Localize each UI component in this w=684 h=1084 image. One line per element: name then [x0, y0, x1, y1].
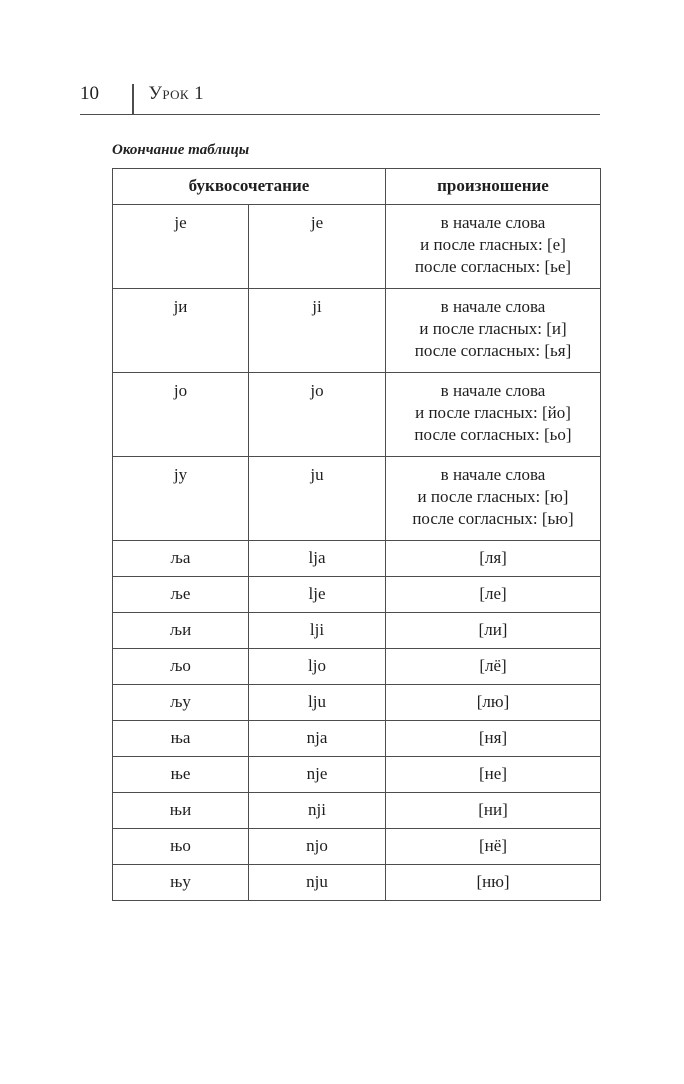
latin-combination-cell	[249, 792, 386, 828]
pronunciation-cell-line: [лё]	[479, 656, 507, 676]
column-header-letter-combination: буквосочетание	[113, 168, 386, 204]
cyrillic-combination-cell	[113, 720, 249, 756]
pronunciation-cell-line: после согласных: [ью]	[412, 509, 574, 529]
latin-combination-cell	[249, 288, 386, 372]
pronunciation-cell-line: и после гласных: [и]	[419, 318, 567, 338]
latin-combination-cell	[249, 540, 386, 576]
pronunciation-cell	[386, 648, 601, 684]
latin-combination-cell	[249, 576, 386, 612]
pronunciation-cell-line: [не]	[479, 764, 507, 784]
table-row	[113, 456, 601, 540]
latin-combination-cell-line: nji	[308, 800, 326, 820]
table-row	[113, 864, 601, 900]
pronunciation-cell	[386, 756, 601, 792]
latin-combination-cell-line: nju	[306, 872, 328, 892]
pronunciation-cell-line: [ни]	[478, 800, 508, 820]
pronunciation-cell	[386, 576, 601, 612]
cyrillic-combination-cell-line: ју	[173, 464, 188, 484]
pronunciation-cell	[386, 372, 601, 456]
pronunciation-cell-line: в начале слова	[440, 380, 546, 400]
cyrillic-combination-cell	[113, 372, 249, 456]
table-row	[113, 576, 601, 612]
table-row	[113, 756, 601, 792]
latin-combination-cell	[249, 864, 386, 900]
latin-combination-cell	[249, 720, 386, 756]
cyrillic-combination-cell	[113, 456, 249, 540]
cyrillic-combination-cell-line: љу	[170, 692, 191, 712]
cyrillic-combination-cell	[113, 756, 249, 792]
table-row	[113, 612, 601, 648]
table-row	[113, 648, 601, 684]
latin-combination-cell-line: lju	[308, 692, 326, 712]
cyrillic-combination-cell-line: јо	[173, 380, 188, 400]
pronunciation-cell	[386, 684, 601, 720]
cyrillic-combination-cell	[113, 828, 249, 864]
latin-combination-cell	[249, 204, 386, 288]
latin-combination-cell-line: ljo	[308, 656, 326, 676]
cyrillic-combination-cell	[113, 288, 249, 372]
table-row	[113, 288, 601, 372]
pronunciation-cell-line: [ля]	[479, 548, 507, 568]
cyrillic-combination-cell	[113, 612, 249, 648]
pronunciation-cell-line: в начале слова	[440, 464, 546, 484]
cyrillic-combination-cell	[113, 684, 249, 720]
pronunciation-cell-line: и после гласных: [ю]	[417, 486, 569, 506]
pronunciation-cell-line: в начале слова	[440, 296, 546, 316]
latin-combination-cell	[249, 456, 386, 540]
latin-combination-cell-line: je	[310, 212, 324, 232]
pronunciation-cell-line: в начале слова	[440, 212, 546, 232]
table-row	[113, 540, 601, 576]
pronunciation-cell-line: [лю]	[476, 692, 510, 712]
pronunciation-cell-line: [ня]	[478, 728, 508, 748]
pronunciation-cell-line: [нё]	[479, 836, 507, 856]
pronunciation-cell	[386, 792, 601, 828]
cyrillic-combination-cell-line: ља	[170, 548, 191, 568]
pronunciation-cell	[386, 288, 601, 372]
table-caption: Окончание таблицы	[112, 141, 250, 158]
pronunciation-cell-line: после согласных: [ье]	[414, 257, 572, 277]
cyrillic-combination-cell-line: њу	[170, 872, 191, 892]
latin-combination-cell-line: ji	[312, 296, 322, 316]
latin-combination-cell	[249, 828, 386, 864]
latin-combination-cell-line: lji	[309, 620, 325, 640]
table-header-row	[113, 168, 601, 204]
table-row	[113, 684, 601, 720]
cyrillic-combination-cell-line: њи	[169, 800, 192, 820]
latin-combination-cell	[249, 684, 386, 720]
pronunciation-cell-line: после согласных: [ья]	[414, 341, 572, 361]
cyrillic-combination-cell-line: ји	[173, 296, 188, 316]
page-header	[80, 84, 600, 115]
latin-combination-cell-line: nja	[306, 728, 328, 748]
latin-combination-cell-line: lje	[308, 584, 326, 604]
cyrillic-combination-cell-line: је	[174, 212, 187, 232]
cyrillic-combination-cell	[113, 648, 249, 684]
table-row	[113, 204, 601, 288]
pronunciation-table	[112, 168, 601, 901]
table-body	[113, 204, 601, 900]
latin-combination-cell	[249, 612, 386, 648]
pronunciation-cell	[386, 204, 601, 288]
cyrillic-combination-cell-line: ње	[170, 764, 191, 784]
pronunciation-cell	[386, 612, 601, 648]
column-header-pronunciation: произношение	[386, 168, 601, 204]
table-row	[113, 372, 601, 456]
cyrillic-combination-cell	[113, 864, 249, 900]
pronunciation-cell-line: [ню]	[476, 872, 510, 892]
table-row	[113, 828, 601, 864]
table-row	[113, 792, 601, 828]
cyrillic-combination-cell	[113, 576, 249, 612]
latin-combination-cell-line: jo	[310, 380, 324, 400]
pronunciation-cell-line: [ле]	[479, 584, 507, 604]
cyrillic-combination-cell-line: љо	[170, 656, 191, 676]
pronunciation-cell	[386, 864, 601, 900]
pronunciation-cell	[386, 720, 601, 756]
latin-combination-cell-line: njo	[306, 836, 328, 856]
latin-combination-cell	[249, 756, 386, 792]
pronunciation-cell-line: после согласных: [ьо]	[414, 425, 572, 445]
pronunciation-cell	[386, 456, 601, 540]
cyrillic-combination-cell	[113, 540, 249, 576]
cyrillic-combination-cell-line: ље	[170, 584, 191, 604]
latin-combination-cell-line: nje	[306, 764, 328, 784]
cyrillic-combination-cell	[113, 204, 249, 288]
pronunciation-cell	[386, 828, 601, 864]
cyrillic-combination-cell-line: љи	[169, 620, 192, 640]
pronunciation-cell-line: и после гласных: [е]	[420, 234, 566, 254]
lesson-title: Урок 1	[148, 83, 205, 104]
page-number: 10	[80, 83, 99, 104]
pronunciation-cell-line: и после гласных: [йо]	[415, 402, 571, 422]
latin-combination-cell	[249, 372, 386, 456]
cyrillic-combination-cell	[113, 792, 249, 828]
latin-combination-cell-line: lja	[308, 548, 326, 568]
latin-combination-cell	[249, 648, 386, 684]
cyrillic-combination-cell-line: њо	[170, 836, 191, 856]
cyrillic-combination-cell-line: ња	[170, 728, 191, 748]
pronunciation-cell-line: [ли]	[478, 620, 508, 640]
table-row	[113, 720, 601, 756]
latin-combination-cell-line: ju	[310, 464, 324, 484]
pronunciation-cell	[386, 540, 601, 576]
